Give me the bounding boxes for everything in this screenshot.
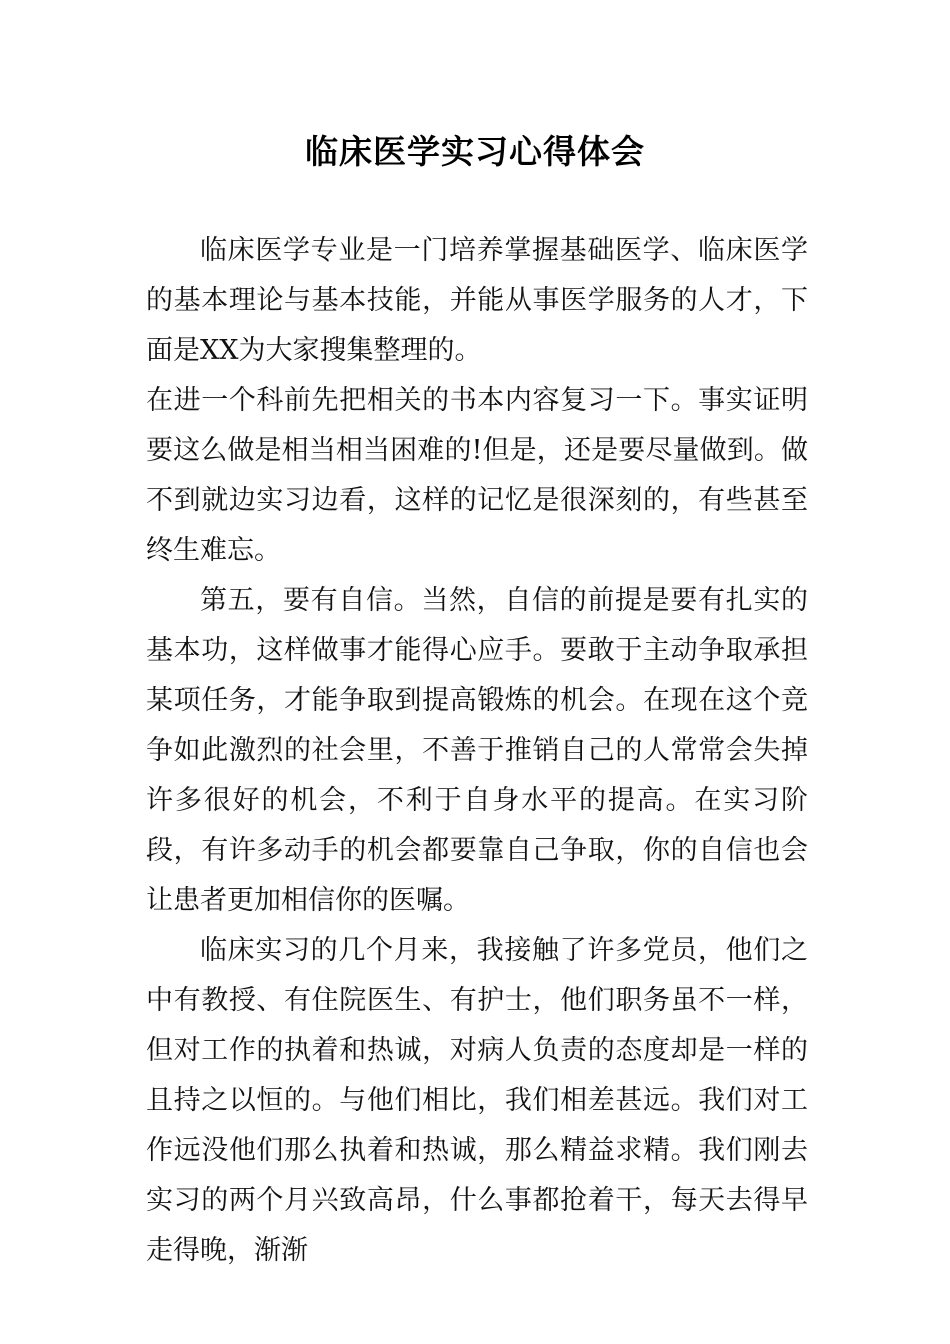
paragraph-intro: 临床医学专业是一门培养掌握基础医学、临床医学的基本理论与基本技能，并能从事医学服务的人才，下面是XX为大家搜集整理的。 (146, 235, 808, 366)
document-body (146, 226, 808, 1276)
paragraph-party-members: 临床实习的几个月来，我接触了许多党员，他们之中有教授、有住院医生、有护士，他们职务虽不一样，但对工作的执着和热诚，对病人负责的态度却是一样的且持之以恒的。与他们相比，我们相差甚远。我们对工作远没他们那么执着和热诚，那么精益求精。我们刚去实习的两个月兴致高昂，什么事都抢着干，每天去得早走得晚，渐渐 (146, 935, 808, 1266)
paragraph-review: 在进一个科前先把相关的书本内容复习一下。事实证明要这么做是相当相当困难的!但是，还是要尽量做到。做不到就边实习边看，这样的记忆是很深刻的，有些甚至终生难忘。 (146, 385, 808, 566)
paragraph-confidence: 第五，要有自信。当然，自信的前提是要有扎实的基本功，这样做事才能得心应手。要敢于主动争取承担某项任务，才能争取到提高锻炼的机会。在现在这个竞争如此激烈的社会里，不善于推销自己的人常常会失掉许多很好的机会，不利于自身水平的提高。在实习阶段，有许多动手的机会都要靠自己争取，你的自信也会让患者更加相信你的医嘱。 (146, 585, 808, 916)
document-title: 临床医学实习心得体会 (305, 132, 645, 171)
